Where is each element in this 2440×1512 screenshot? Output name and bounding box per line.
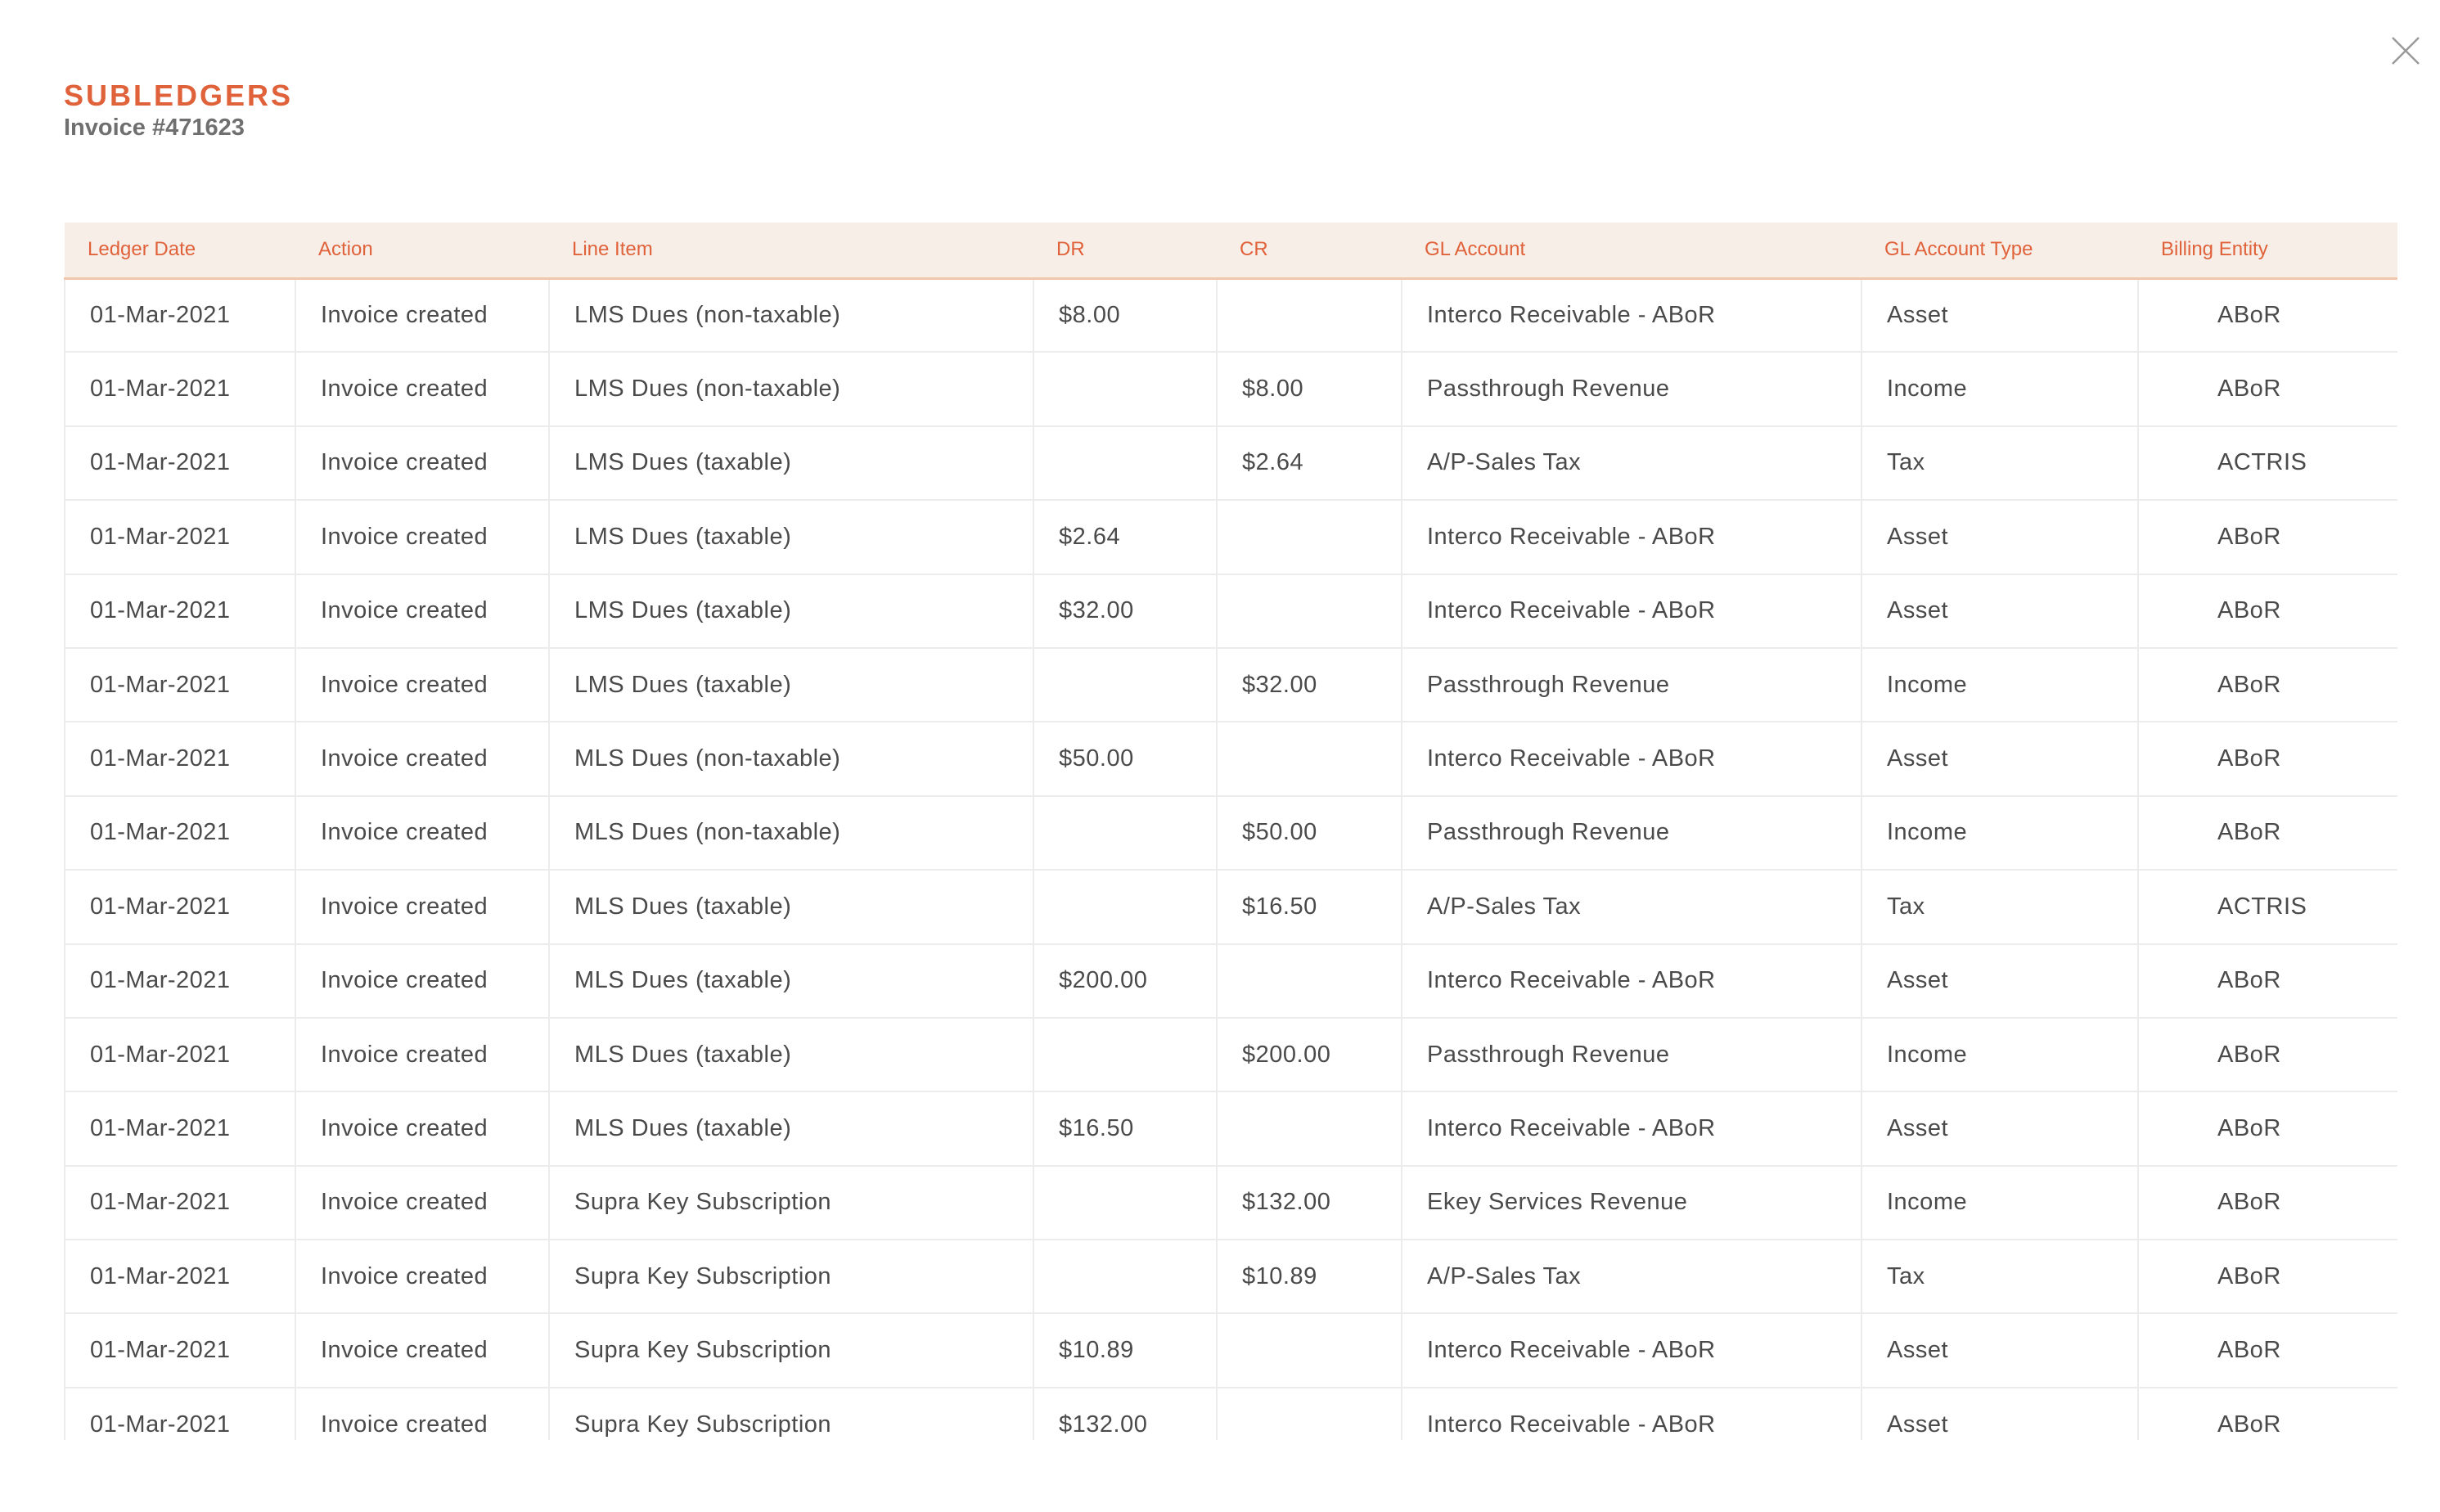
cell-gl-account-type: Asset bbox=[1862, 500, 2138, 574]
cell-gl-account-type: Income bbox=[1862, 648, 2138, 722]
cell-line-item: Supra Key Subscription bbox=[549, 1388, 1033, 1440]
subledger-table bbox=[64, 223, 2397, 1440]
cell-billing-entity: ABoR bbox=[2138, 1313, 2397, 1387]
cell-ledger-date: 01-Mar-2021 bbox=[65, 278, 295, 352]
cell-line-item: MLS Dues (taxable) bbox=[549, 1018, 1033, 1091]
column-header-ledger-date[interactable]: Ledger Date bbox=[65, 223, 295, 278]
cell-dr: $16.50 bbox=[1033, 1091, 1217, 1165]
subledger-table-container[interactable] bbox=[64, 223, 2397, 1440]
cell-action: Invoice created bbox=[295, 574, 549, 648]
table-row bbox=[65, 574, 2397, 648]
cell-line-item: MLS Dues (taxable) bbox=[549, 944, 1033, 1018]
cell-gl-account: A/P-Sales Tax bbox=[1402, 1240, 1862, 1313]
table-row bbox=[65, 648, 2397, 722]
cell-dr bbox=[1033, 1166, 1217, 1240]
cell-line-item: Supra Key Subscription bbox=[549, 1240, 1033, 1313]
cell-gl-account: Passthrough Revenue bbox=[1402, 1018, 1862, 1091]
table-row bbox=[65, 1240, 2397, 1313]
cell-ledger-date: 01-Mar-2021 bbox=[65, 1018, 295, 1091]
cell-cr bbox=[1217, 1091, 1402, 1165]
cell-action: Invoice created bbox=[295, 648, 549, 722]
table-row bbox=[65, 352, 2397, 425]
cell-cr bbox=[1217, 1313, 1402, 1387]
table-row bbox=[65, 278, 2397, 352]
cell-action: Invoice created bbox=[295, 1018, 549, 1091]
cell-line-item: LMS Dues (taxable) bbox=[549, 648, 1033, 722]
cell-ledger-date: 01-Mar-2021 bbox=[65, 500, 295, 574]
close-icon[interactable] bbox=[2388, 33, 2424, 69]
cell-dr bbox=[1033, 870, 1217, 943]
cell-dr: $50.00 bbox=[1033, 722, 1217, 795]
cell-billing-entity: ABoR bbox=[2138, 574, 2397, 648]
cell-gl-account: Interco Receivable - ABoR bbox=[1402, 1388, 1862, 1440]
cell-gl-account-type: Income bbox=[1862, 1018, 2138, 1091]
cell-dr: $32.00 bbox=[1033, 574, 1217, 648]
cell-ledger-date: 01-Mar-2021 bbox=[65, 1240, 295, 1313]
cell-gl-account: Interco Receivable - ABoR bbox=[1402, 278, 1862, 352]
cell-dr: $8.00 bbox=[1033, 278, 1217, 352]
cell-gl-account: Interco Receivable - ABoR bbox=[1402, 500, 1862, 574]
column-header-line-item[interactable]: Line Item bbox=[549, 223, 1033, 278]
cell-cr: $10.89 bbox=[1217, 1240, 1402, 1313]
cell-cr: $2.64 bbox=[1217, 426, 1402, 500]
cell-gl-account-type: Asset bbox=[1862, 1388, 2138, 1440]
cell-dr bbox=[1033, 1240, 1217, 1313]
cell-cr bbox=[1217, 574, 1402, 648]
cell-gl-account-type: Tax bbox=[1862, 870, 2138, 943]
cell-action: Invoice created bbox=[295, 796, 549, 870]
column-header-dr[interactable]: DR bbox=[1033, 223, 1217, 278]
cell-action: Invoice created bbox=[295, 1240, 549, 1313]
cell-billing-entity: ABoR bbox=[2138, 1388, 2397, 1440]
cell-cr: $50.00 bbox=[1217, 796, 1402, 870]
cell-ledger-date: 01-Mar-2021 bbox=[65, 1166, 295, 1240]
cell-ledger-date: 01-Mar-2021 bbox=[65, 352, 295, 425]
cell-line-item: MLS Dues (non-taxable) bbox=[549, 796, 1033, 870]
cell-cr bbox=[1217, 278, 1402, 352]
close-button[interactable] bbox=[2388, 33, 2424, 69]
cell-action: Invoice created bbox=[295, 426, 549, 500]
cell-billing-entity: ACTRIS bbox=[2138, 870, 2397, 943]
cell-gl-account-type: Tax bbox=[1862, 1240, 2138, 1313]
cell-action: Invoice created bbox=[295, 352, 549, 425]
cell-ledger-date: 01-Mar-2021 bbox=[65, 1388, 295, 1440]
cell-cr bbox=[1217, 722, 1402, 795]
cell-dr: $200.00 bbox=[1033, 944, 1217, 1018]
cell-action: Invoice created bbox=[295, 944, 549, 1018]
cell-billing-entity: ABoR bbox=[2138, 500, 2397, 574]
invoice-number: Invoice #471623 bbox=[64, 115, 245, 141]
cell-dr bbox=[1033, 1018, 1217, 1091]
cell-dr bbox=[1033, 648, 1217, 722]
cell-line-item: LMS Dues (taxable) bbox=[549, 500, 1033, 574]
cell-gl-account-type: Asset bbox=[1862, 722, 2138, 795]
cell-line-item: LMS Dues (taxable) bbox=[549, 426, 1033, 500]
cell-cr: $132.00 bbox=[1217, 1166, 1402, 1240]
cell-gl-account: Interco Receivable - ABoR bbox=[1402, 944, 1862, 1018]
cell-dr bbox=[1033, 352, 1217, 425]
table-row bbox=[65, 426, 2397, 500]
cell-billing-entity: ABoR bbox=[2138, 278, 2397, 352]
column-header-gl-account-type[interactable]: GL Account Type bbox=[1862, 223, 2138, 278]
cell-ledger-date: 01-Mar-2021 bbox=[65, 426, 295, 500]
cell-cr: $16.50 bbox=[1217, 870, 1402, 943]
cell-billing-entity: ACTRIS bbox=[2138, 426, 2397, 500]
modal-title: SUBLEDGERS bbox=[64, 79, 294, 112]
cell-billing-entity: ABoR bbox=[2138, 1166, 2397, 1240]
cell-line-item: LMS Dues (non-taxable) bbox=[549, 352, 1033, 425]
cell-billing-entity: ABoR bbox=[2138, 352, 2397, 425]
cell-gl-account-type: Asset bbox=[1862, 1313, 2138, 1387]
table-row bbox=[65, 1388, 2397, 1440]
cell-ledger-date: 01-Mar-2021 bbox=[65, 1313, 295, 1387]
cell-action: Invoice created bbox=[295, 278, 549, 352]
cell-gl-account-type: Asset bbox=[1862, 944, 2138, 1018]
table-row bbox=[65, 722, 2397, 795]
cell-gl-account-type: Asset bbox=[1862, 1091, 2138, 1165]
table-row bbox=[65, 870, 2397, 943]
cell-line-item: MLS Dues (non-taxable) bbox=[549, 722, 1033, 795]
cell-billing-entity: ABoR bbox=[2138, 944, 2397, 1018]
cell-gl-account: Interco Receivable - ABoR bbox=[1402, 1313, 1862, 1387]
cell-action: Invoice created bbox=[295, 722, 549, 795]
cell-cr bbox=[1217, 944, 1402, 1018]
cell-action: Invoice created bbox=[295, 1166, 549, 1240]
cell-billing-entity: ABoR bbox=[2138, 1240, 2397, 1313]
cell-line-item: Supra Key Subscription bbox=[549, 1166, 1033, 1240]
cell-line-item: LMS Dues (taxable) bbox=[549, 574, 1033, 648]
cell-action: Invoice created bbox=[295, 1091, 549, 1165]
cell-billing-entity: ABoR bbox=[2138, 796, 2397, 870]
cell-gl-account-type: Income bbox=[1862, 796, 2138, 870]
cell-dr: $132.00 bbox=[1033, 1388, 1217, 1440]
cell-ledger-date: 01-Mar-2021 bbox=[65, 944, 295, 1018]
cell-ledger-date: 01-Mar-2021 bbox=[65, 648, 295, 722]
cell-ledger-date: 01-Mar-2021 bbox=[65, 870, 295, 943]
cell-dr bbox=[1033, 426, 1217, 500]
cell-dr bbox=[1033, 796, 1217, 870]
column-header-cr[interactable]: CR bbox=[1217, 223, 1402, 278]
cell-gl-account: Ekey Services Revenue bbox=[1402, 1166, 1862, 1240]
cell-action: Invoice created bbox=[295, 1313, 549, 1387]
cell-gl-account-type: Income bbox=[1862, 1166, 2138, 1240]
cell-gl-account-type: Tax bbox=[1862, 426, 2138, 500]
cell-line-item: LMS Dues (non-taxable) bbox=[549, 278, 1033, 352]
cell-ledger-date: 01-Mar-2021 bbox=[65, 574, 295, 648]
cell-billing-entity: ABoR bbox=[2138, 1018, 2397, 1091]
cell-ledger-date: 01-Mar-2021 bbox=[65, 1091, 295, 1165]
cell-gl-account: Interco Receivable - ABoR bbox=[1402, 574, 1862, 648]
cell-action: Invoice created bbox=[295, 500, 549, 574]
column-header-action[interactable]: Action bbox=[295, 223, 549, 278]
cell-gl-account: Passthrough Revenue bbox=[1402, 352, 1862, 425]
cell-dr: $10.89 bbox=[1033, 1313, 1217, 1387]
cell-cr: $32.00 bbox=[1217, 648, 1402, 722]
cell-billing-entity: ABoR bbox=[2138, 648, 2397, 722]
cell-ledger-date: 01-Mar-2021 bbox=[65, 722, 295, 795]
cell-gl-account-type: Asset bbox=[1862, 574, 2138, 648]
cell-cr: $8.00 bbox=[1217, 352, 1402, 425]
column-header-billing-entity[interactable]: Billing Entity bbox=[2138, 223, 2397, 278]
column-header-gl-account[interactable]: GL Account bbox=[1402, 223, 1862, 278]
cell-gl-account: Interco Receivable - ABoR bbox=[1402, 1091, 1862, 1165]
cell-ledger-date: 01-Mar-2021 bbox=[65, 796, 295, 870]
table-header-row bbox=[65, 223, 2397, 278]
table-row bbox=[65, 1313, 2397, 1387]
cell-gl-account-type: Income bbox=[1862, 352, 2138, 425]
cell-dr: $2.64 bbox=[1033, 500, 1217, 574]
table-row bbox=[65, 1091, 2397, 1165]
cell-cr bbox=[1217, 500, 1402, 574]
cell-gl-account-type: Asset bbox=[1862, 278, 2138, 352]
cell-gl-account: Passthrough Revenue bbox=[1402, 796, 1862, 870]
cell-billing-entity: ABoR bbox=[2138, 1091, 2397, 1165]
cell-gl-account: A/P-Sales Tax bbox=[1402, 870, 1862, 943]
table-body bbox=[65, 278, 2397, 1440]
cell-gl-account: Interco Receivable - ABoR bbox=[1402, 722, 1862, 795]
table-row bbox=[65, 796, 2397, 870]
cell-gl-account: Passthrough Revenue bbox=[1402, 648, 1862, 722]
cell-cr: $200.00 bbox=[1217, 1018, 1402, 1091]
cell-action: Invoice created bbox=[295, 1388, 549, 1440]
table-row bbox=[65, 1166, 2397, 1240]
cell-action: Invoice created bbox=[295, 870, 549, 943]
cell-line-item: Supra Key Subscription bbox=[549, 1313, 1033, 1387]
table-row bbox=[65, 1018, 2397, 1091]
table-row bbox=[65, 500, 2397, 574]
cell-billing-entity: ABoR bbox=[2138, 722, 2397, 795]
table-row bbox=[65, 944, 2397, 1018]
cell-line-item: MLS Dues (taxable) bbox=[549, 870, 1033, 943]
cell-cr bbox=[1217, 1388, 1402, 1440]
cell-gl-account: A/P-Sales Tax bbox=[1402, 426, 1862, 500]
cell-line-item: MLS Dues (taxable) bbox=[549, 1091, 1033, 1165]
